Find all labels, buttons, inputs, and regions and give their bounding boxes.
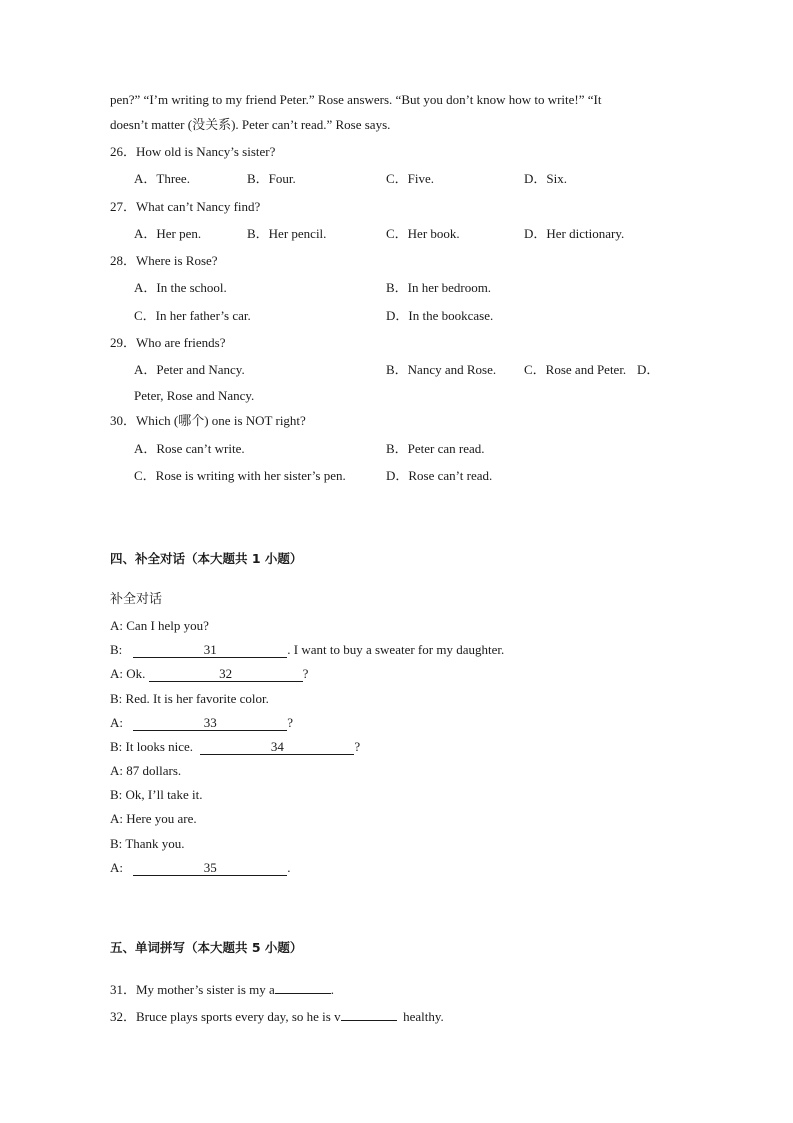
spelling-blank[interactable]: [341, 1020, 397, 1021]
option: D．In the bookcase.: [386, 308, 494, 323]
speaker: A:: [110, 618, 123, 633]
passage-line: pen?” “I’m writing to my friend Peter.” Rose answers. “But you don’t know how to write!” “It: [110, 92, 602, 107]
answer-blank-33[interactable]: 33: [133, 716, 287, 731]
option: B．In her bedroom.: [386, 280, 492, 295]
option: C．Five.: [386, 171, 435, 186]
spelling-text: healthy.: [403, 1009, 444, 1024]
section-heading: 五、单词拼写（本大题共 5 小题）: [110, 940, 303, 955]
dialogue-text: ?: [354, 739, 361, 754]
speaker: B:: [110, 739, 123, 754]
option: D．Six.: [524, 171, 567, 186]
dialogue-text: Ok, I’ll take it.: [125, 787, 203, 802]
option: A．Three.: [134, 171, 190, 186]
speaker: A:: [110, 763, 123, 778]
dialogue-line: [110, 666, 308, 682]
option: D．: [637, 362, 660, 377]
option-continuation: Peter, Rose and Nancy.: [134, 388, 255, 403]
question-stem: 27．What can’t Nancy find?: [110, 199, 261, 214]
dialogue-text: ?: [302, 666, 309, 681]
spelling-item: [110, 1009, 444, 1025]
option: D．Her dictionary.: [524, 226, 625, 241]
dialogue-text: It looks nice.: [125, 739, 194, 754]
dialogue-line: [110, 715, 293, 731]
dialogue-text: Here you are.: [126, 811, 197, 826]
section-subheading: 补全对话: [110, 592, 163, 607]
passage-line: doesn’t matter (没关系). Peter can’t read.” Rose says.: [110, 117, 391, 132]
speaker: B:: [110, 836, 123, 851]
speaker: B:: [110, 787, 123, 802]
option: C．Rose and Peter.: [524, 362, 627, 377]
dialogue-line: [110, 739, 360, 755]
dialogue-line: [110, 763, 181, 779]
option: A．Rose can’t write.: [134, 441, 245, 456]
dialogue-line: [110, 642, 504, 658]
option: B．Nancy and Rose.: [386, 362, 497, 377]
dialogue-text: ?: [287, 715, 294, 730]
question-stem: 30．Which (哪个) one is NOT right?: [110, 413, 306, 428]
speaker: B:: [110, 642, 123, 657]
speaker: A:: [110, 811, 123, 826]
dialogue-line: [110, 811, 197, 827]
dialogue-text: .: [287, 860, 291, 875]
question-stem: 28．Where is Rose?: [110, 253, 218, 268]
option: A．Peter and Nancy.: [134, 362, 245, 377]
speaker: B:: [110, 691, 123, 706]
dialogue-line: [110, 787, 202, 803]
spelling-blank[interactable]: [275, 993, 331, 994]
dialogue-text: Ok.: [126, 666, 146, 681]
spelling-text: .: [330, 982, 335, 997]
option: B．Four.: [247, 171, 296, 186]
section-heading: 四、补全对话（本大题共 1 小题）: [110, 551, 303, 566]
option: D．Rose can’t read.: [386, 468, 493, 483]
option: A．In the school.: [134, 280, 227, 295]
answer-blank-32[interactable]: 32: [149, 667, 303, 682]
option: A．Her pen.: [134, 226, 202, 241]
question-stem: 26．How old is Nancy’s sister?: [110, 144, 276, 159]
spelling-text: 32．Bruce plays sports every day, so he is v: [110, 1009, 341, 1024]
dialogue-text: 87 dollars.: [126, 763, 182, 778]
answer-blank-34[interactable]: 34: [200, 740, 354, 755]
dialogue-text: Red. It is her favorite color.: [125, 691, 269, 706]
dialogue-line: [110, 691, 269, 707]
option: B．Her pencil.: [247, 226, 327, 241]
answer-blank-31[interactable]: 31: [133, 643, 287, 658]
dialogue-text: Can I help you?: [126, 618, 209, 633]
speaker: A:: [110, 715, 123, 730]
dialogue-text: . I want to buy a sweater for my daughter.: [287, 642, 505, 657]
speaker: A:: [110, 860, 123, 875]
spelling-text: 31．My mother’s sister is my a: [110, 982, 275, 997]
option: C．Her book.: [386, 226, 460, 241]
dialogue-line: [110, 836, 185, 852]
option: B．Peter can read.: [386, 441, 485, 456]
question-stem: 29．Who are friends?: [110, 335, 226, 350]
option: C．Rose is writing with her sister’s pen.: [134, 468, 346, 483]
option: C．In her father’s car.: [134, 308, 251, 323]
dialogue-text: Thank you.: [125, 836, 185, 851]
dialogue-line: [110, 618, 209, 634]
answer-blank-35[interactable]: 35: [133, 861, 287, 876]
spelling-item: [110, 982, 334, 998]
dialogue-line: [110, 860, 291, 876]
speaker: A:: [110, 666, 123, 681]
